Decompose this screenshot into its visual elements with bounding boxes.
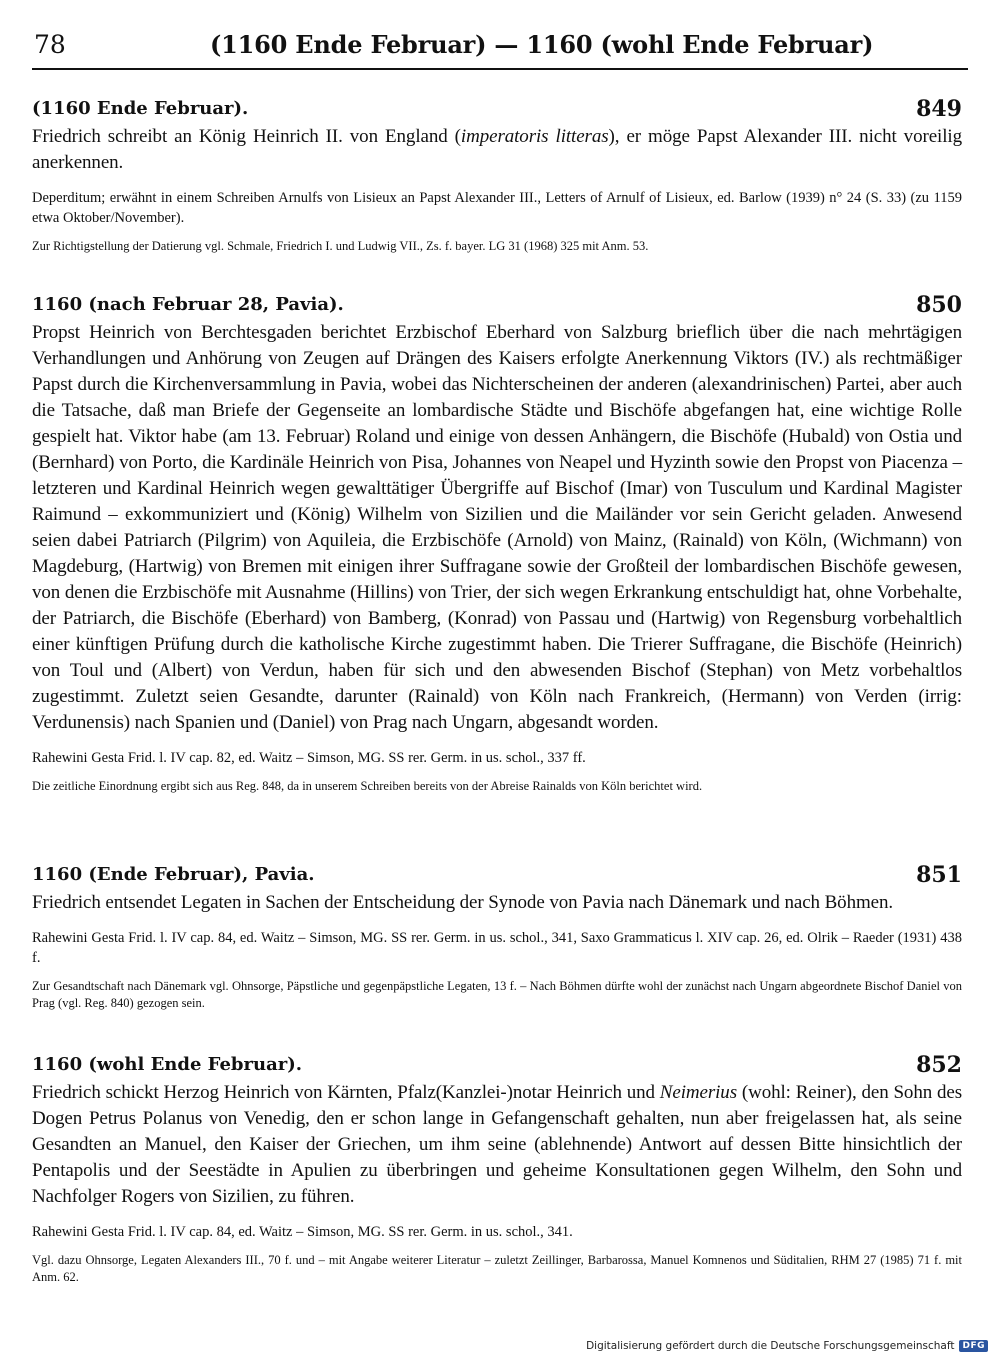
regest-text bbox=[32, 1080, 962, 1210]
page bbox=[32, 30, 968, 1284]
commentary-note: Zur Gesandtschaft nach Dänemark vgl. Ohnsorge, Päpstliche und gegenpäpstliche Legaten, 13 f. – Nach Böhmen dürfte wohl der zunächst nach Ungarn abgeordnete Bischof Daniel von Prag (vgl. Reg. 840) gezogen sein. bbox=[32, 979, 962, 1010]
footer-text: Digitalisierung gefördert durch die Deutsche Forschungsgemeinschaft bbox=[586, 1340, 955, 1352]
regest-text-part: ), er möge Papst Alexander III. nicht voreilig anerkennen. bbox=[32, 126, 962, 173]
entry-heading bbox=[32, 292, 962, 320]
entry-number: 850 bbox=[916, 292, 962, 318]
regest-text bbox=[32, 890, 962, 916]
regest-entry-851 bbox=[32, 862, 962, 1012]
page-number: 78 bbox=[34, 30, 66, 59]
source-citation: Rahewini Gesta Frid. l. IV cap. 84, ed. Waitz – Simson, MG. SS rer. Germ. in us. schol., 341, Saxo Grammaticus l. XIV cap. 26, ed. Olrik – Raeder (1931) 438 f. bbox=[32, 930, 962, 966]
commentary-note: Zur Richtigstellung der Datierung vgl. Schmale, Friedrich I. und Ludwig VII., Zs. f. bayer. LG 31 (1968) 325 mit Anm. 53. bbox=[32, 239, 649, 253]
regest-text-part: Friedrich schreibt an König Heinrich II. von England ( bbox=[32, 126, 461, 147]
entry-heading bbox=[32, 96, 962, 124]
commentary-note: Die zeitliche Einordnung ergibt sich aus Reg. 848, da in unserem Schreiben bereits von der Abreise Rainalds von Köln berichtet wird. bbox=[32, 779, 703, 793]
regest-entry-849 bbox=[32, 96, 962, 255]
regest-text-part: (wohl: Reiner), den Sohn des Dogen Petrus Polanus von Venedig, den er schon lange in Gefangenschaft gehalten, nun aber freigelassen hat, als seine Gesandten an Manuel, den Kaiser der Griechen, um ihm seine (ablehnende) Antwort auf dessen Bitte hinsichtlich der Pentapolis und der Seestädte in Apulien zu überbringen und geheime Konsultationen gegen Wilhelm, den Sohn und Nachfolger Rogers von Sizilien, zu führen. bbox=[32, 1082, 962, 1207]
running-title: (1160 Ende Februar) — 1160 (wohl Ende Februar) bbox=[210, 30, 874, 59]
regest-text-part: Friedrich entsendet Legaten in Sachen der Entscheidung der Synode von Pavia nach Dänemark und nach Böhmen. bbox=[32, 892, 894, 913]
regest-text-part: Friedrich schickt Herzog Heinrich von Kärnten, Pfalz(Kanzlei-)notar Heinrich und bbox=[32, 1082, 660, 1103]
entry-number: 849 bbox=[916, 96, 962, 122]
entry-date: 1160 (nach Februar 28, Pavia). bbox=[32, 294, 344, 315]
entry-heading bbox=[32, 862, 962, 890]
source-citation: Deperditum; erwähnt in einem Schreiben Arnulfs von Lisieux an Papst Alexander III., Letters of Arnulf of Lisieux, ed. Barlow (1939) n° 24 (S. 33) (zu 1159 etwa Oktober/November). bbox=[32, 190, 962, 226]
entry-number: 851 bbox=[916, 862, 962, 888]
regest-entry-850 bbox=[32, 292, 962, 795]
regest-entry-852 bbox=[32, 1052, 962, 1286]
regest-text-italic: imperatoris litteras bbox=[460, 126, 609, 147]
entry-number: 852 bbox=[916, 1052, 962, 1078]
running-head bbox=[32, 30, 968, 70]
entry-date: (1160 Ende Februar). bbox=[32, 98, 249, 119]
entry-heading bbox=[32, 1052, 962, 1080]
regest-text-part: Propst Heinrich von Berchtesgaden berichtet Erzbischof Eberhard von Salzburg brieflich über die nach mehrtägigen Verhandlungen und Anhörung von Zeugen auf Drängen des Kaisers erfolgte Anerkennung Viktors (IV.) als rechtmäßiger Papst durch die Kirchenversammlung in Pavia, wobei das Nichterscheinen der anderen (alexandrinischen) Partei, aber auch die Tatsache, daß man Briefe der Gegenseite an lombardische Städte und Bischöfe abgefangen hat, eine wichtige Rolle gespielt hat. Viktor habe (am 13. Februar) Roland und einige von dessen Anhängern, die Bischöfe (Hubald) von Ostia und (Bernhard) von Porto, die Kardinäle Heinrich von Pisa, Johannes von Neapel und Hyzinth sowie den Propst von Piacenza – letzteren und Kardinal Heinrich wegen gewalttätiger Übergriffe auf Bischof (Imar) von Tusculum und Kardinal Magister Raimund – exkommuniziert und (König) Wilhelm von Sizilien und die Mailänder vor sein Gericht geladen. Anwesend seien dabei Patriarch (Pilgrim) von Aquileia, die Erzbischöfe (Arnold) von Mainz, (Rainald) von Köln, (Wichmann) von Magdeburg, (Hartwig) von Bremen mit einigen ihrer Suffragane sowie der Großteil der lombardischen Bischöfe gewesen, von denen die Erzbischöfe mit Ausnahme (Hillins) von Trier, der sich wegen Erkrankung entschuldigt hat, ohne Vorbehalte, der Patriarch, die Bischöfe (Eberhard) von Bamberg, (Konrad) von Passau und (Hartwig) von Regensburg vorbehaltlich einer künftigen Prüfung durch die katholische Kirche zugestimmt haben. Die Trierer Suffragane, die Bischöfe (Heinrich) von Toul und (Albert) von Verdun, haben für sich und den abwesenden Bischof (Stephan) von Metz vorbehaltlos zugestimmt. Zuletzt seien Gesandte, darunter (Rainald) von Köln nach Frankreich, (Hermann) von Verden (irrig: Verdunensis) nach Spanien und (Daniel) von Prag nach Ungarn, abgesandt worden. bbox=[32, 322, 962, 733]
entry-date: 1160 (Ende Februar), Pavia. bbox=[32, 864, 315, 885]
source-citation: Rahewini Gesta Frid. l. IV cap. 82, ed. Waitz – Simson, MG. SS rer. Germ. in us. schol., 337 ff. bbox=[32, 750, 586, 766]
dfg-logo-icon: DFG bbox=[959, 1340, 988, 1352]
entry-date: 1160 (wohl Ende Februar). bbox=[32, 1054, 303, 1075]
regest-text bbox=[32, 124, 962, 176]
regest-text-italic: Neimerius bbox=[659, 1082, 738, 1103]
source-citation: Rahewini Gesta Frid. l. IV cap. 84, ed. Waitz – Simson, MG. SS rer. Germ. in us. schol., 341. bbox=[32, 1224, 573, 1240]
commentary-note: Vgl. dazu Ohnsorge, Legaten Alexanders III., 70 f. und – mit Angabe weiterer Literatur – zuletzt Zeillinger, Barbarossa, Manuel Komnenos und Süditalien, RHM 27 (1985) 71 f. mit Anm. 62. bbox=[32, 1253, 962, 1284]
regest-text bbox=[32, 320, 962, 736]
digitization-footer bbox=[586, 1340, 988, 1352]
